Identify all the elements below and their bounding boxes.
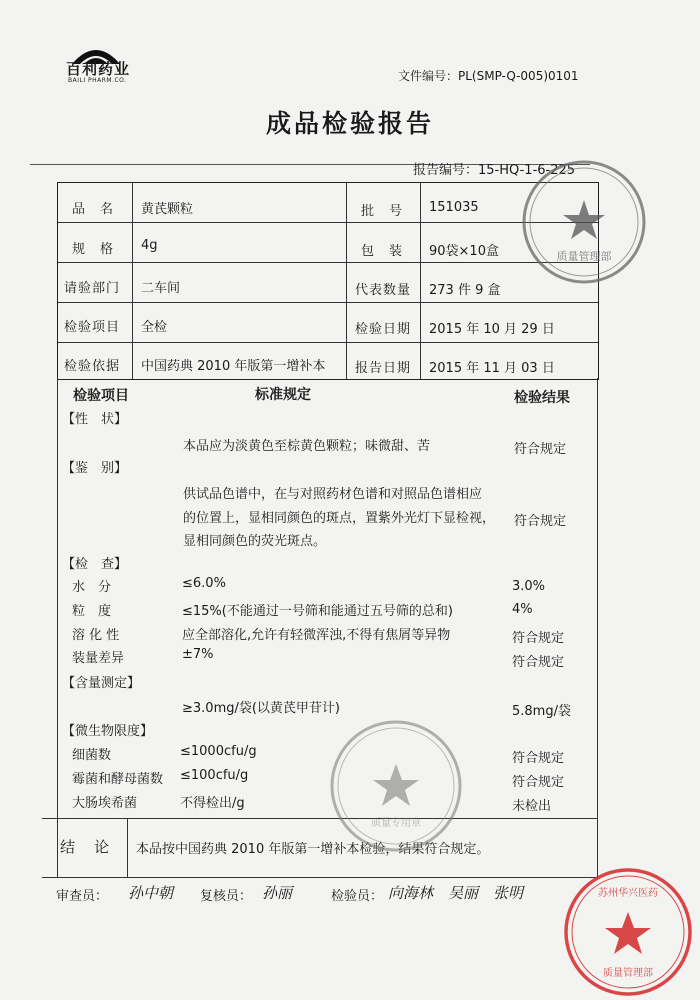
appearance-result: 符合规定 — [514, 442, 567, 457]
section-microbial: 【微生物限度】 — [62, 724, 154, 739]
identification-standard-line3: 显相同颜色的荧光斑点。 — [183, 534, 327, 549]
fill-variation-result: 符合规定 — [512, 655, 565, 670]
basis-label: 检验依据 — [64, 359, 121, 374]
solubility-result: 符合规定 — [512, 631, 565, 646]
svg-text:质量专用章: 质量专用章 — [371, 818, 421, 829]
report-number: 报告编号：15-HQ-1-6-225 — [413, 163, 576, 178]
product-name-label: 品 名 — [72, 202, 115, 217]
quantity-value: 273 件 9 盒 — [429, 283, 501, 298]
batch-label: 批 号 — [361, 204, 404, 219]
bacteria-result: 符合规定 — [512, 751, 565, 766]
basis-value: 中国药典 2010 年版第一增补本 — [141, 359, 326, 374]
inspector-label: 检验员： — [331, 889, 384, 904]
conclusion-label: 结 论 — [60, 838, 112, 856]
svg-text:质量管理部: 质量管理部 — [556, 250, 612, 263]
identification-result: 符合规定 — [514, 514, 567, 529]
water-result: 3.0% — [512, 579, 546, 594]
water-name: 水 分 — [72, 580, 112, 595]
fill-variation-name: 装量差异 — [72, 651, 125, 666]
mold-yeast-standard: ≤100cfu/g — [180, 768, 249, 783]
mold-yeast-name: 霉菌和酵母菌数 — [72, 772, 164, 787]
conclusion-top-border — [42, 818, 598, 819]
conclusion-text: 本品按中国药典 2010 年版第一增补本检验，结果符合规定。 — [136, 842, 490, 857]
ecoli-result: 未检出 — [512, 799, 552, 814]
file-number: 文件编号：PL(SMP-Q-005)0101 — [398, 69, 579, 83]
svg-text:苏州华兴医药: 苏州华兴医药 — [598, 888, 658, 899]
water-standard: ≤6.0% — [182, 576, 226, 591]
info-table — [57, 182, 599, 380]
department-value: 二车间 — [141, 281, 181, 296]
company-seal-middle — [328, 718, 464, 854]
reviewer-signature: 孙中朝 — [128, 884, 174, 902]
spec-label: 规 格 — [72, 242, 115, 257]
assay-standard: ≥3.0mg/袋(以黄芪甲苷计) — [182, 701, 341, 716]
bacteria-standard: ≤1000cfu/g — [180, 744, 257, 759]
conclusion-bottom-border — [42, 877, 598, 878]
column-header-item: 检验项目 — [73, 388, 129, 404]
fill-variation-standard: ±7% — [182, 647, 214, 662]
inspector-signature: 向海林 吴丽 张明 — [388, 884, 524, 902]
particle-size-name: 粒 度 — [72, 604, 112, 619]
quality-dept-stamp-top — [520, 158, 648, 286]
solubility-name: 溶 化 性 — [72, 628, 120, 643]
results-left-border — [57, 378, 58, 878]
quantity-label: 代表数量 — [355, 283, 412, 298]
identification-standard-line1: 供试品色谱中，在与对照药材色谱和对照品色谱相应 — [183, 487, 483, 502]
column-header-standard: 标准规定 — [255, 387, 311, 403]
section-assay: 【含量测定】 — [62, 676, 141, 691]
test-item-label: 检验项目 — [64, 320, 121, 335]
particle-size-result: 4% — [512, 602, 533, 617]
report-date-value: 2015 年 11 月 03 日 — [429, 361, 555, 376]
svg-text:质量管理部: 质量管理部 — [603, 968, 653, 979]
checker-label: 复核员： — [200, 889, 253, 904]
package-label: 包 装 — [361, 244, 404, 259]
section-appearance: 【性 状】 — [62, 412, 128, 427]
batch-value: 151035 — [429, 200, 479, 215]
ecoli-standard: 不得检出/g — [180, 796, 245, 811]
appearance-standard: 本品应为淡黄色至棕黄色颗粒；味微甜、苦 — [183, 439, 431, 454]
section-identification: 【鉴 别】 — [62, 461, 128, 476]
assay-result: 5.8mg/袋 — [512, 704, 571, 719]
section-inspection: 【检 查】 — [62, 557, 128, 572]
checker-signature: 孙丽 — [262, 884, 293, 902]
test-date-label: 检验日期 — [355, 322, 412, 337]
particle-size-standard: ≤15%(不能通过一号筛和能通过五号筛的总和) — [182, 604, 453, 619]
results-right-border — [597, 378, 598, 878]
red-quality-stamp — [562, 866, 694, 998]
solubility-standard: 应全部溶化,允许有轻微浑浊,不得有焦屑等异物 — [182, 628, 451, 643]
page-title: 成品检验报告 — [265, 109, 434, 138]
product-name-value: 黄芪颗粒 — [141, 202, 194, 217]
ecoli-name: 大肠埃希菌 — [72, 796, 138, 811]
column-header-result: 检验结果 — [514, 390, 570, 406]
bacteria-name: 细菌数 — [72, 748, 112, 763]
logo-text: 百利药业 — [66, 60, 131, 78]
spec-value: 4g — [141, 238, 158, 253]
conclusion-divider — [127, 818, 128, 877]
test-date-value: 2015 年 10 月 29 日 — [429, 322, 555, 337]
report-date-label: 报告日期 — [355, 361, 412, 376]
test-item-value: 全检 — [141, 320, 168, 335]
package-value: 90袋×10盒 — [429, 244, 499, 259]
logo-subtext: BAILI PHARM.CO. — [68, 77, 127, 84]
department-label: 请验部门 — [64, 281, 121, 296]
reviewer-label: 审查员： — [56, 889, 109, 904]
mold-yeast-result: 符合规定 — [512, 775, 565, 790]
identification-standard-line2: 的位置上，显相同颜色的斑点，置紫外光灯下显检视， — [183, 511, 496, 526]
